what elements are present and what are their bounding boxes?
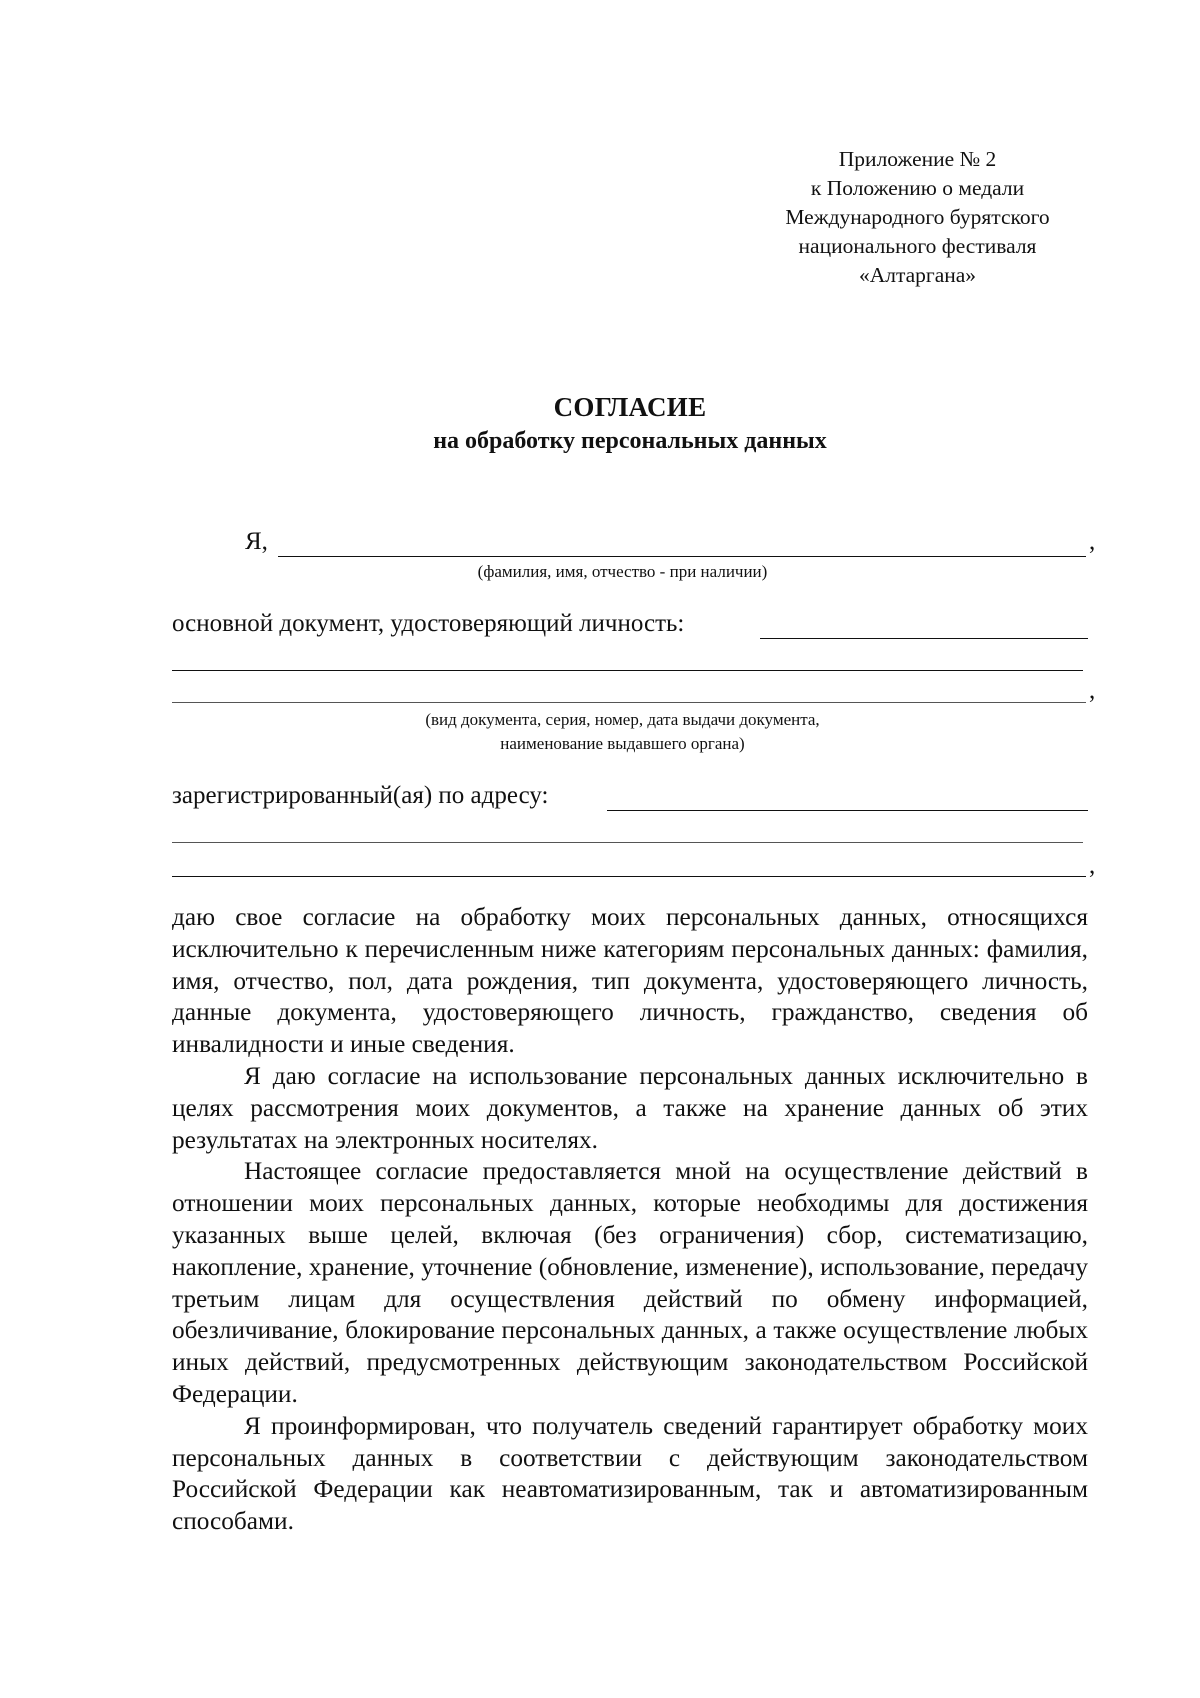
id-document-hint-1: (вид документа, серия, номер, дата выдачи документа, [425, 710, 820, 729]
body-paragraph: Я даю согласие на использование персональных данных исключительно в целях рассмотрения моих документов, а также на хранение данных об этих результатах на электронных носителях. [172, 1061, 1088, 1154]
document-subtitle: на обработку персональных данных [433, 428, 827, 454]
consent-body [172, 902, 1088, 1538]
address-line-3[interactable] [172, 876, 1086, 877]
full-name-line[interactable] [278, 556, 1086, 557]
full-name-hint: (фамилия, имя, отчество - при наличии) [477, 562, 768, 581]
id-document-hint-2: наименование выдавшего органа) [500, 734, 745, 753]
appendix-line: национального фестиваля [798, 234, 1037, 258]
id-document-line-2[interactable] [172, 670, 1083, 671]
document-title: СОГЛАСИЕ [553, 392, 707, 422]
appendix-line: к Положению о медали [810, 176, 1025, 200]
address-line-1[interactable] [607, 810, 1088, 811]
comma: , [1089, 852, 1096, 879]
comma: , [1089, 677, 1096, 704]
comma: , [1089, 528, 1096, 555]
id-document-label: основной документ, удостоверяющий личность: [172, 610, 685, 637]
body-paragraph: Настоящее согласие предоставляется мной на осуществление действий в отношении моих персональных данных, которые необходимы для достижения указанных выше целей, включая (без ограничения) сбор, систематизацию, накопление, хранение, уточнение (обновление, изменение), использование, передачу третьим лицам для осуществления действий по обмену информацией, обезличивание, блокирование персональных данных, а также осуществление любых иных действий, предусмотренных действующим законодательством Российской Федерации. [172, 1157, 1088, 1408]
appendix-block [740, 145, 1095, 290]
address-label: зарегистрированный(ая) по адресу: [172, 782, 549, 809]
id-document-line-1[interactable] [760, 638, 1088, 639]
id-document-line-3[interactable] [172, 702, 1086, 703]
body-paragraph: даю свое согласие на обработку моих персональных данных, относящихся исключительно к перечисленным ниже категориям персональных данных: фамилия, имя, отчество, пол, дата рождения, тип документа, удостоверяющего личность, данные документа, удостоверяющего личность, гражданство, сведения об инвалидности и иные сведения. [172, 903, 1088, 1059]
appendix-line: «Алтаргана» [858, 263, 977, 287]
appendix-line: Приложение № 2 [838, 147, 997, 171]
body-paragraph: Я проинформирован, что получатель сведений гарантирует обработку моих персональных данных в соответствии с действующим законодательством Российской Федерации как неавтоматизированным, так и автоматизированным способами. [172, 1411, 1088, 1536]
appendix-line: Международного бурятского [785, 205, 1050, 229]
address-line-2[interactable] [172, 842, 1083, 843]
i-label: Я, [245, 528, 268, 555]
